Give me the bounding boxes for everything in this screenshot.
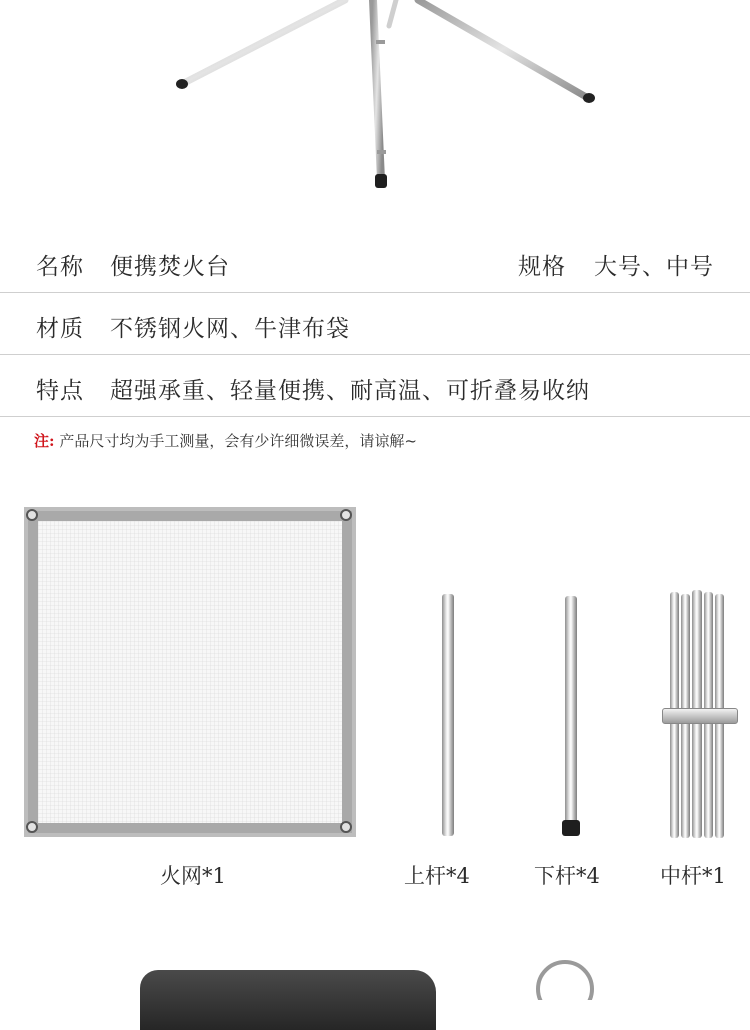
size-label: 规格 xyxy=(518,254,566,280)
name-label: 名称 xyxy=(36,254,84,280)
metal-ring-image xyxy=(530,955,600,1000)
upper-rod-image xyxy=(442,594,454,836)
upper-rod-caption: 上杆*4 xyxy=(404,864,470,888)
feature-value: 超强承重、轻量便携、耐高温、可折叠易收纳 xyxy=(110,378,590,404)
middle-rod-caption: 中杆*1 xyxy=(660,864,726,888)
middle-rod-clamp xyxy=(662,708,738,724)
lower-rod-image xyxy=(565,596,577,824)
spec-row-feature xyxy=(0,356,750,417)
size-value: 大号、中号 xyxy=(594,254,714,280)
material-label: 材质 xyxy=(36,316,84,342)
spec-row-material xyxy=(0,294,750,355)
material-value: 不锈钢火网、牛津布袋 xyxy=(110,316,350,342)
name-value: 便携焚火台 xyxy=(110,254,230,280)
fire-net-image xyxy=(22,505,358,841)
storage-bag-image xyxy=(140,970,436,1030)
fire-net-caption: 火网*1 xyxy=(160,864,226,888)
note-prefix: 注: xyxy=(34,432,55,450)
tripod-stand-image xyxy=(0,0,750,200)
measurement-note xyxy=(34,430,417,451)
lower-rod-caption: 下杆*4 xyxy=(534,864,600,888)
feature-label: 特点 xyxy=(36,378,84,404)
spec-row-name-size xyxy=(0,232,750,293)
note-text: 产品尺寸均为手工测量，会有少许细微误差，请谅解~ xyxy=(59,432,417,450)
lower-rod-foot xyxy=(562,820,580,836)
